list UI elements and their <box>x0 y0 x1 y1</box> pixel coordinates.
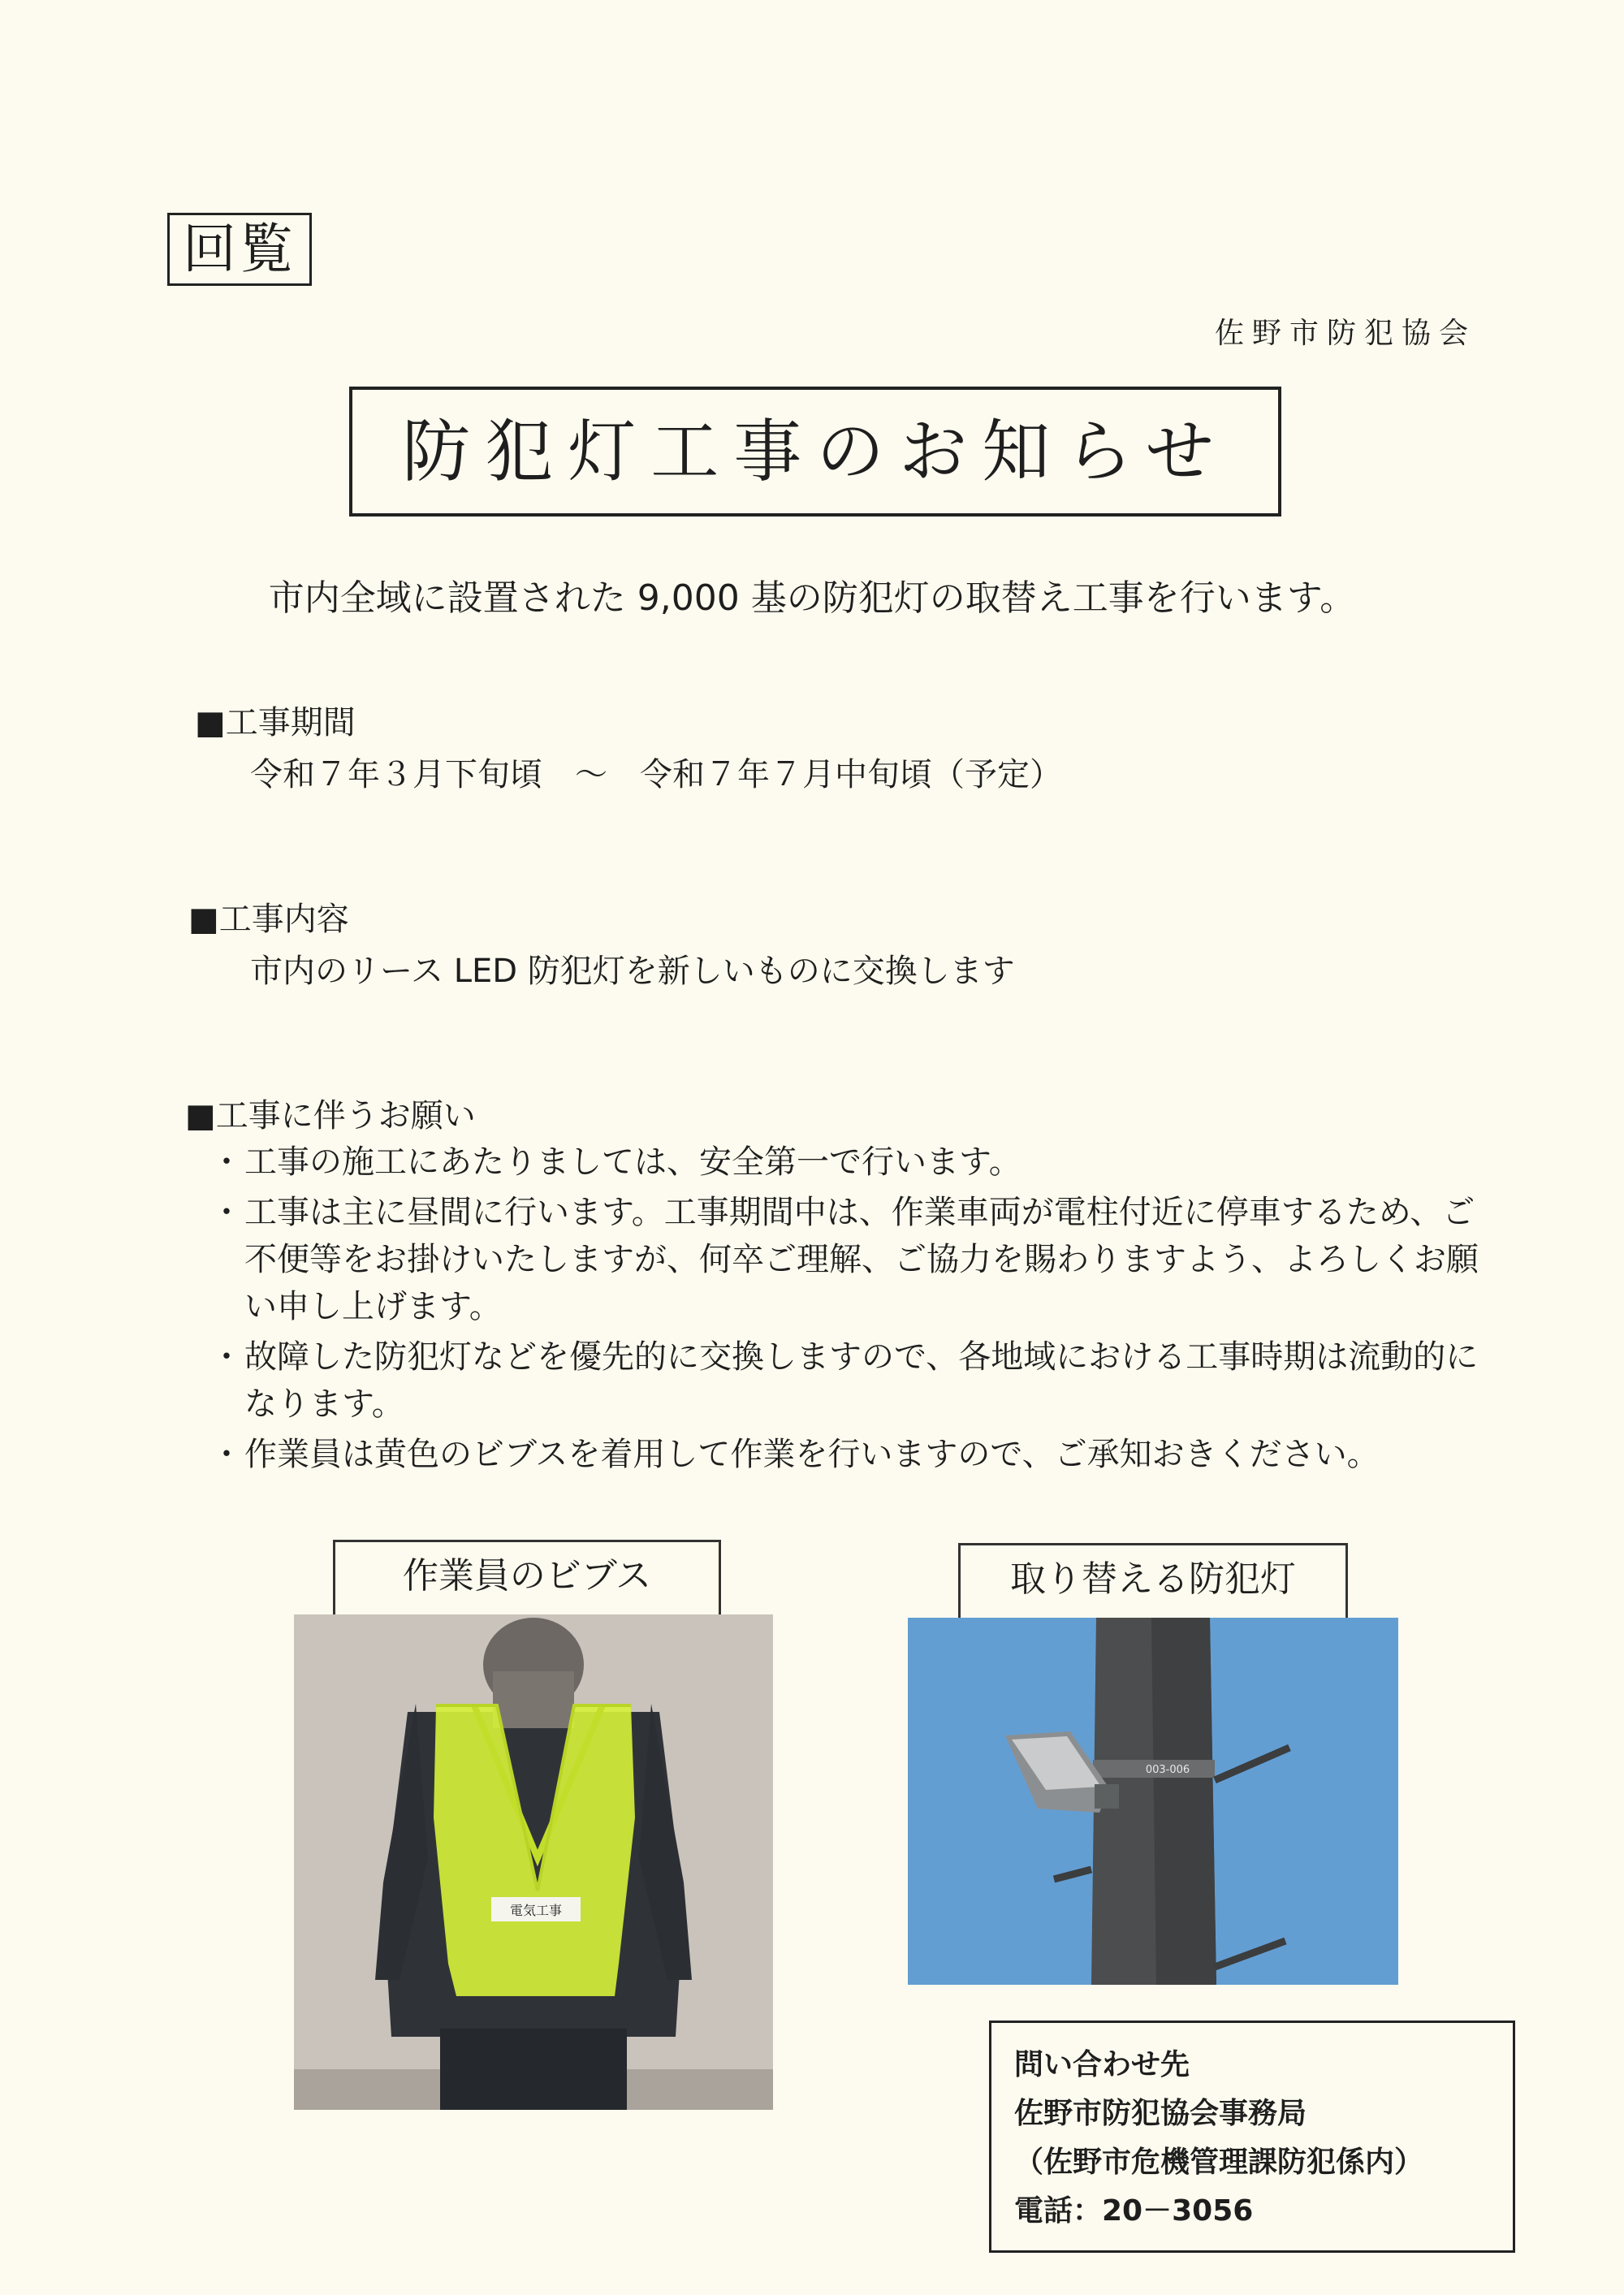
page-title: 防犯灯工事のお知らせ <box>349 387 1281 516</box>
contact-office: 佐野市防犯協会事務局 <box>1014 2097 1307 2130</box>
list-item: ・ 工事の施工にあたりましては、安全第一で行います。 <box>215 1139 1490 1186</box>
list-item: ・ 作業員は黄色のビブスを着用して作業を行いますので、ご承知おきください。 <box>215 1431 1490 1478</box>
vest-photo <box>294 1614 773 2110</box>
section-heading-content: ■工事内容 <box>188 901 349 938</box>
contact-department: （佐野市危機管理課防犯係内） <box>1014 2146 1424 2179</box>
section-body-period: 令和７年３月下旬頃 ～ 令和７年７月中旬頃（予定） <box>250 756 1062 793</box>
pole-tag-text: 003-006 <box>1145 1764 1190 1776</box>
list-item: ・ 故障した防犯灯などを優先的に交換しますので、各地域における工事時期は流動的になります。 <box>215 1333 1490 1428</box>
section-body-content: 市内のリース LED 防犯灯を新しいものに交換します <box>250 953 1015 990</box>
list-item: ・ 工事は主に昼間に行います。工事期間中は、作業車両が電柱付近に停車するため、ご不便等をお掛けいたしますが、何卒ご理解、ご協力を賜わりますよう、よろしくお願い申し上げます。 <box>215 1189 1490 1330</box>
vest-badge-text: 電気工事 <box>509 1903 563 1918</box>
light-photo-label: 取り替える防犯灯 <box>958 1543 1348 1618</box>
contact-box <box>989 2021 1515 2253</box>
contact-phone: 電話：20－3056 <box>1014 2194 1254 2228</box>
vest-photo-label: 作業員のビブス <box>333 1540 721 1614</box>
circulation-stamp: 回覧 <box>167 213 312 286</box>
section-heading-period: ■工事期間 <box>195 704 356 741</box>
request-list <box>215 1139 1490 1481</box>
section-heading-requests: ■工事に伴うお願い <box>185 1097 476 1135</box>
lead-text: 市内全域に設置された 9,000 基の防犯灯の取替え工事を行います。 <box>268 577 1356 619</box>
organization-name: 佐野市防犯協会 <box>1214 317 1476 350</box>
streetlight-photo <box>908 1618 1398 1985</box>
contact-heading: 問い合わせ先 <box>1014 2048 1190 2081</box>
